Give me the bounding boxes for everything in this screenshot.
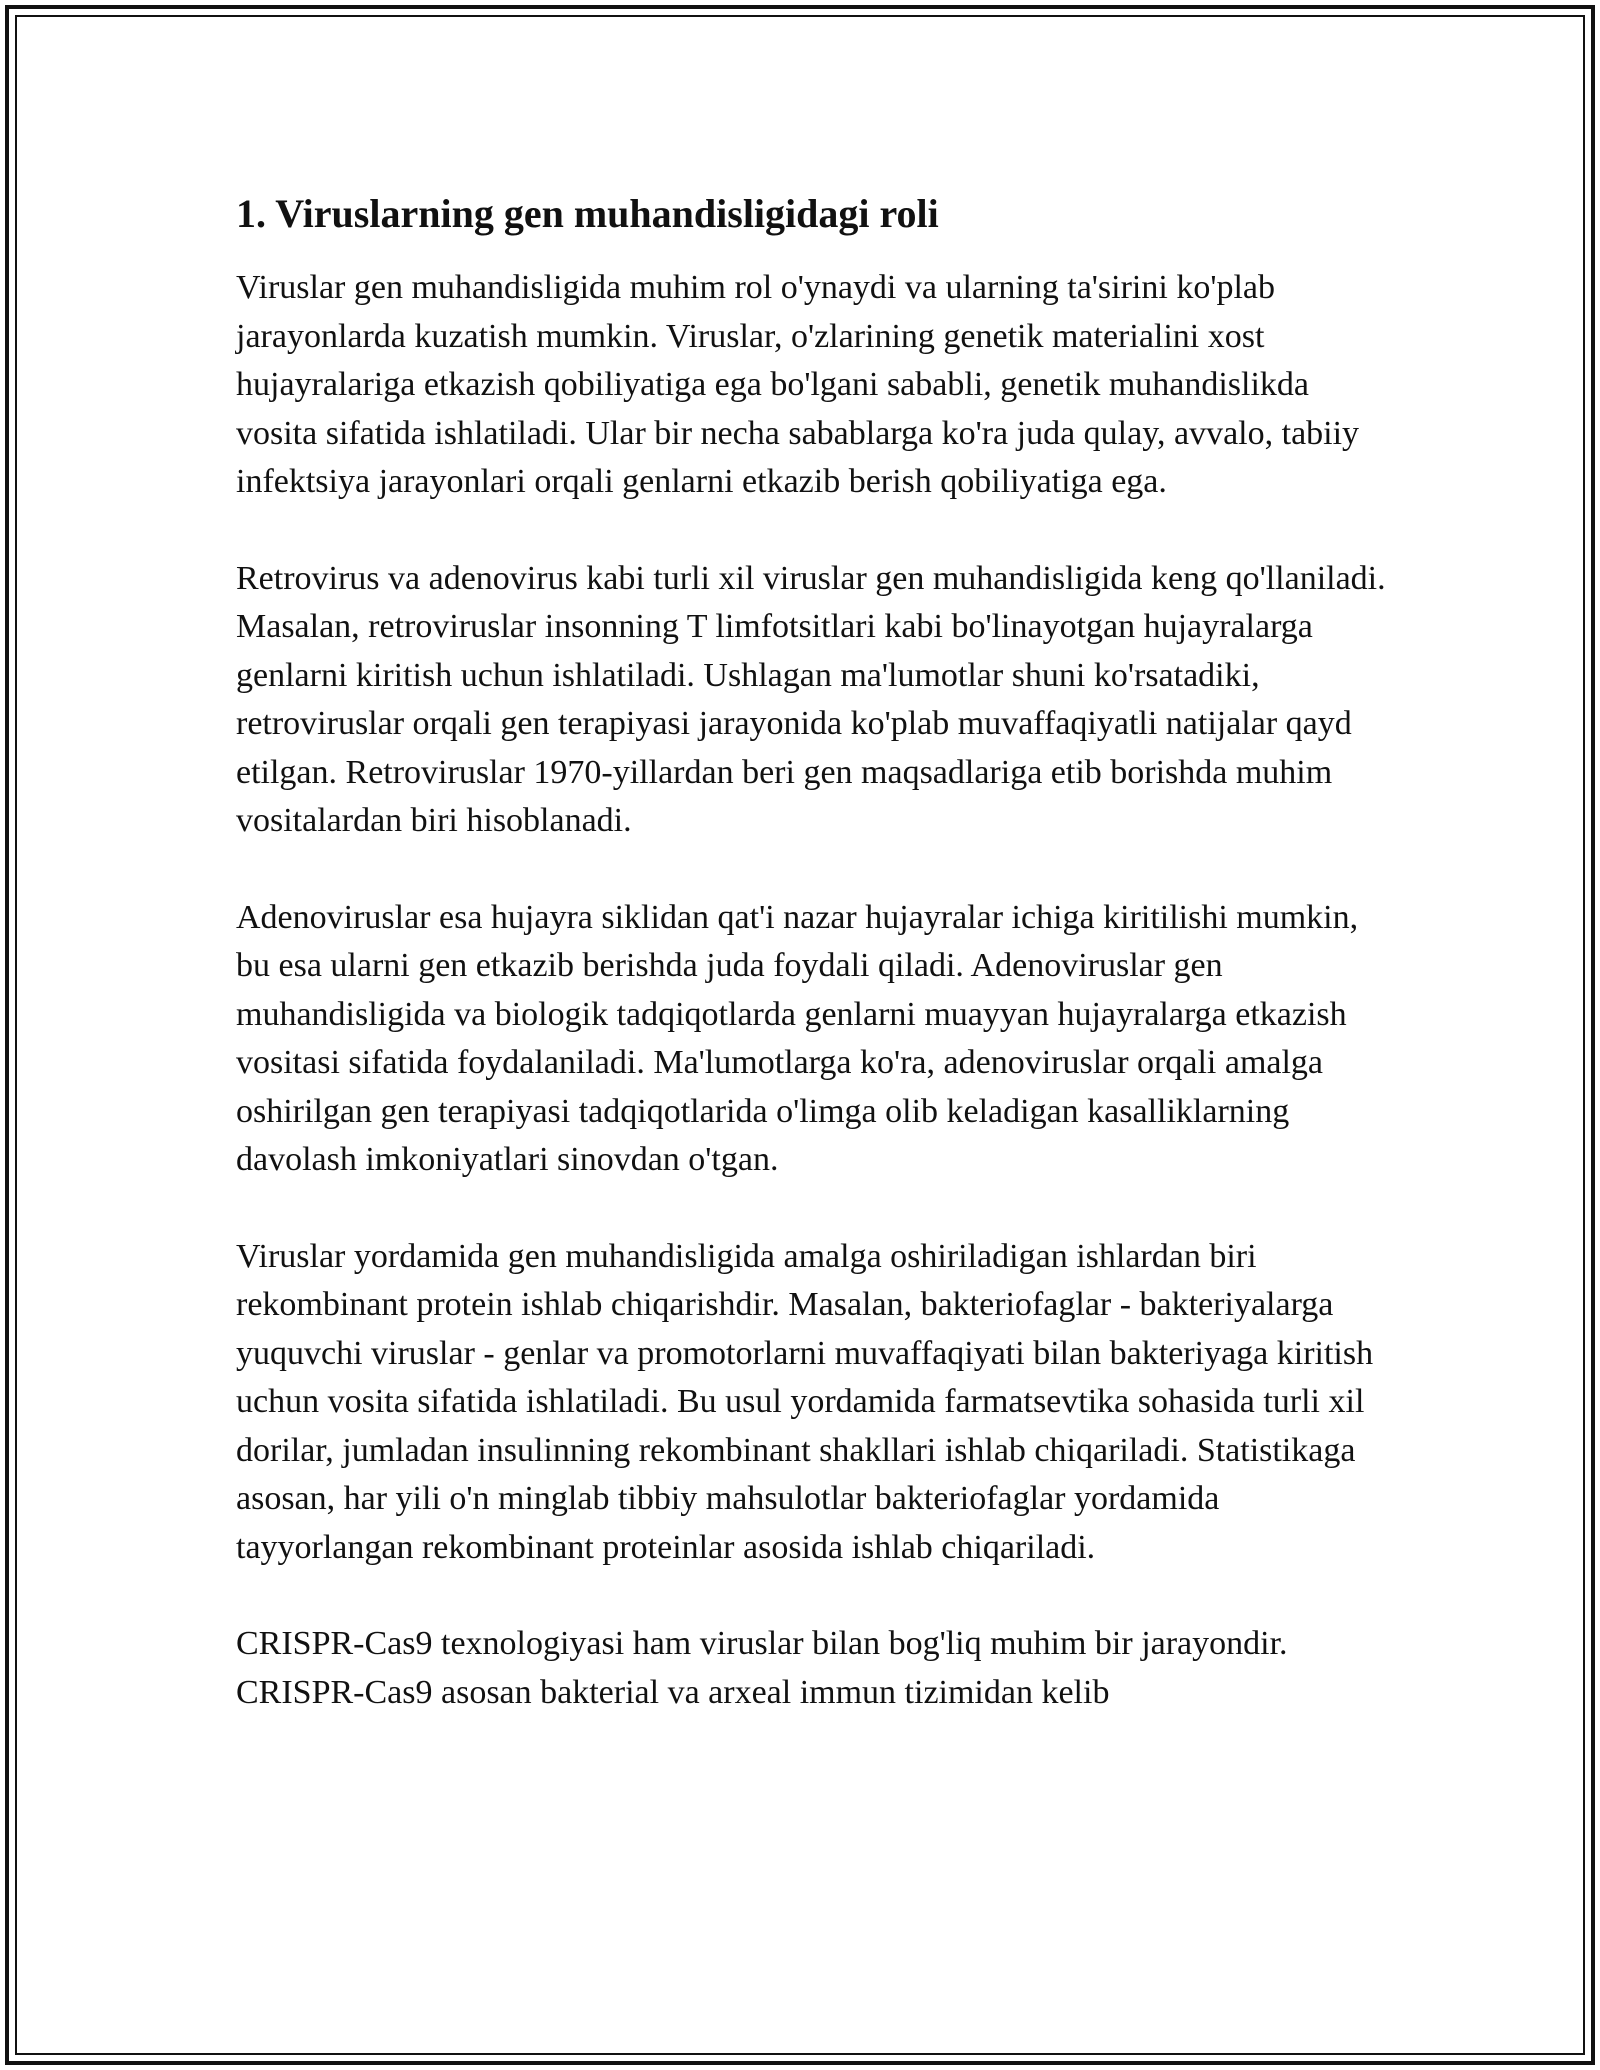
paragraph-intro: Viruslar gen muhandisligida muhim rol o'ynaydi va ularning ta'sirini ko'plab jarayonlarda kuzatish mumkin. Viruslar, o'zlarining genetik materialini xost hujayralariga etkazish qobiliyatiga ega bo'lgani sababli, genetik muhandislikda vosita sifatida ishlatiladi. Ular bir necha sabablarga ko'ra juda qulay, avvalo, tabiiy infektsiya jarayonlari orqali genlarni etkazib berish qobiliyatiga ega. <box>236 269 1360 500</box>
section-heading: 1. Viruslarning gen muhandisligidagi roli <box>236 191 939 236</box>
paragraph-recombinant-protein: Viruslar yordamida gen muhandisligida amalga oshiriladigan ishlardan biri rekombinant protein ishlab chiqarishdir. Masalan, bakteriofaglar - bakteriyalarga yuquvchi viruslar - genlar va promotorlarni muvaffaqiyati bilan bakteriyaga kiritish uchun vosita sifatida ishlatiladi. Bu usul yordamida farmatsevtika sohasida turli xil dorilar, jumladan insulinning rekombinant shakllari ishlab chiqariladi. Statistikaga asosan, har yili o'n minglab tibbiy mahsulotlar bakteriofaglar yordamida tayyorlangan rekombinant proteinlar asosida ishlab chiqariladi. <box>236 1237 1374 1566</box>
paragraph-adenovirus: Adenoviruslar esa hujayra siklidan qat'i nazar hujayralar ichiga kiritilishi mumkin, bu esa ularni gen etkazib berishda juda foydali qiladi. Adenoviruslar gen muhandisligida va biologik tadqiqotlarda genlarni muayyan hujayralarga etkazish vositasi sifatida foydalaniladi. Ma'lumotlarga ko'ra, adenoviruslar orqali amalga oshirilgan gen terapiyasi tadqiqotlarida o'limga olib keladigan kasalliklarning davolash imkoniyatlari sinovdan o'tgan. <box>236 898 1359 1178</box>
paragraph-retrovirus: Retrovirus va adenovirus kabi turli xil viruslar gen muhandisligida keng qo'llaniladi. Masalan, retroviruslar insonning T limfotsitlari kabi bo'linayotgan hujayralarga genlarni kiritish uchun ishlatiladi. Ushlagan ma'lumotlar shuni ko'rsatadiki, retroviruslar orqali gen terapiyasi jarayonida ko'plab muvaffaqiyatli natijalar qayd etilgan. Retroviruslar 1970-yillardan beri gen maqsadlariga etib borishda muhim vositalardan biri hisoblanadi. <box>236 559 1386 839</box>
paragraph-crispr: CRISPR-Cas9 texnologiyasi ham viruslar bilan bog'liq muhim bir jarayondir. CRISPR-Cas9 asosan bakterial va arxeal immun tizimidan kelib <box>236 1625 1288 1711</box>
document-body <box>236 186 1396 1765</box>
